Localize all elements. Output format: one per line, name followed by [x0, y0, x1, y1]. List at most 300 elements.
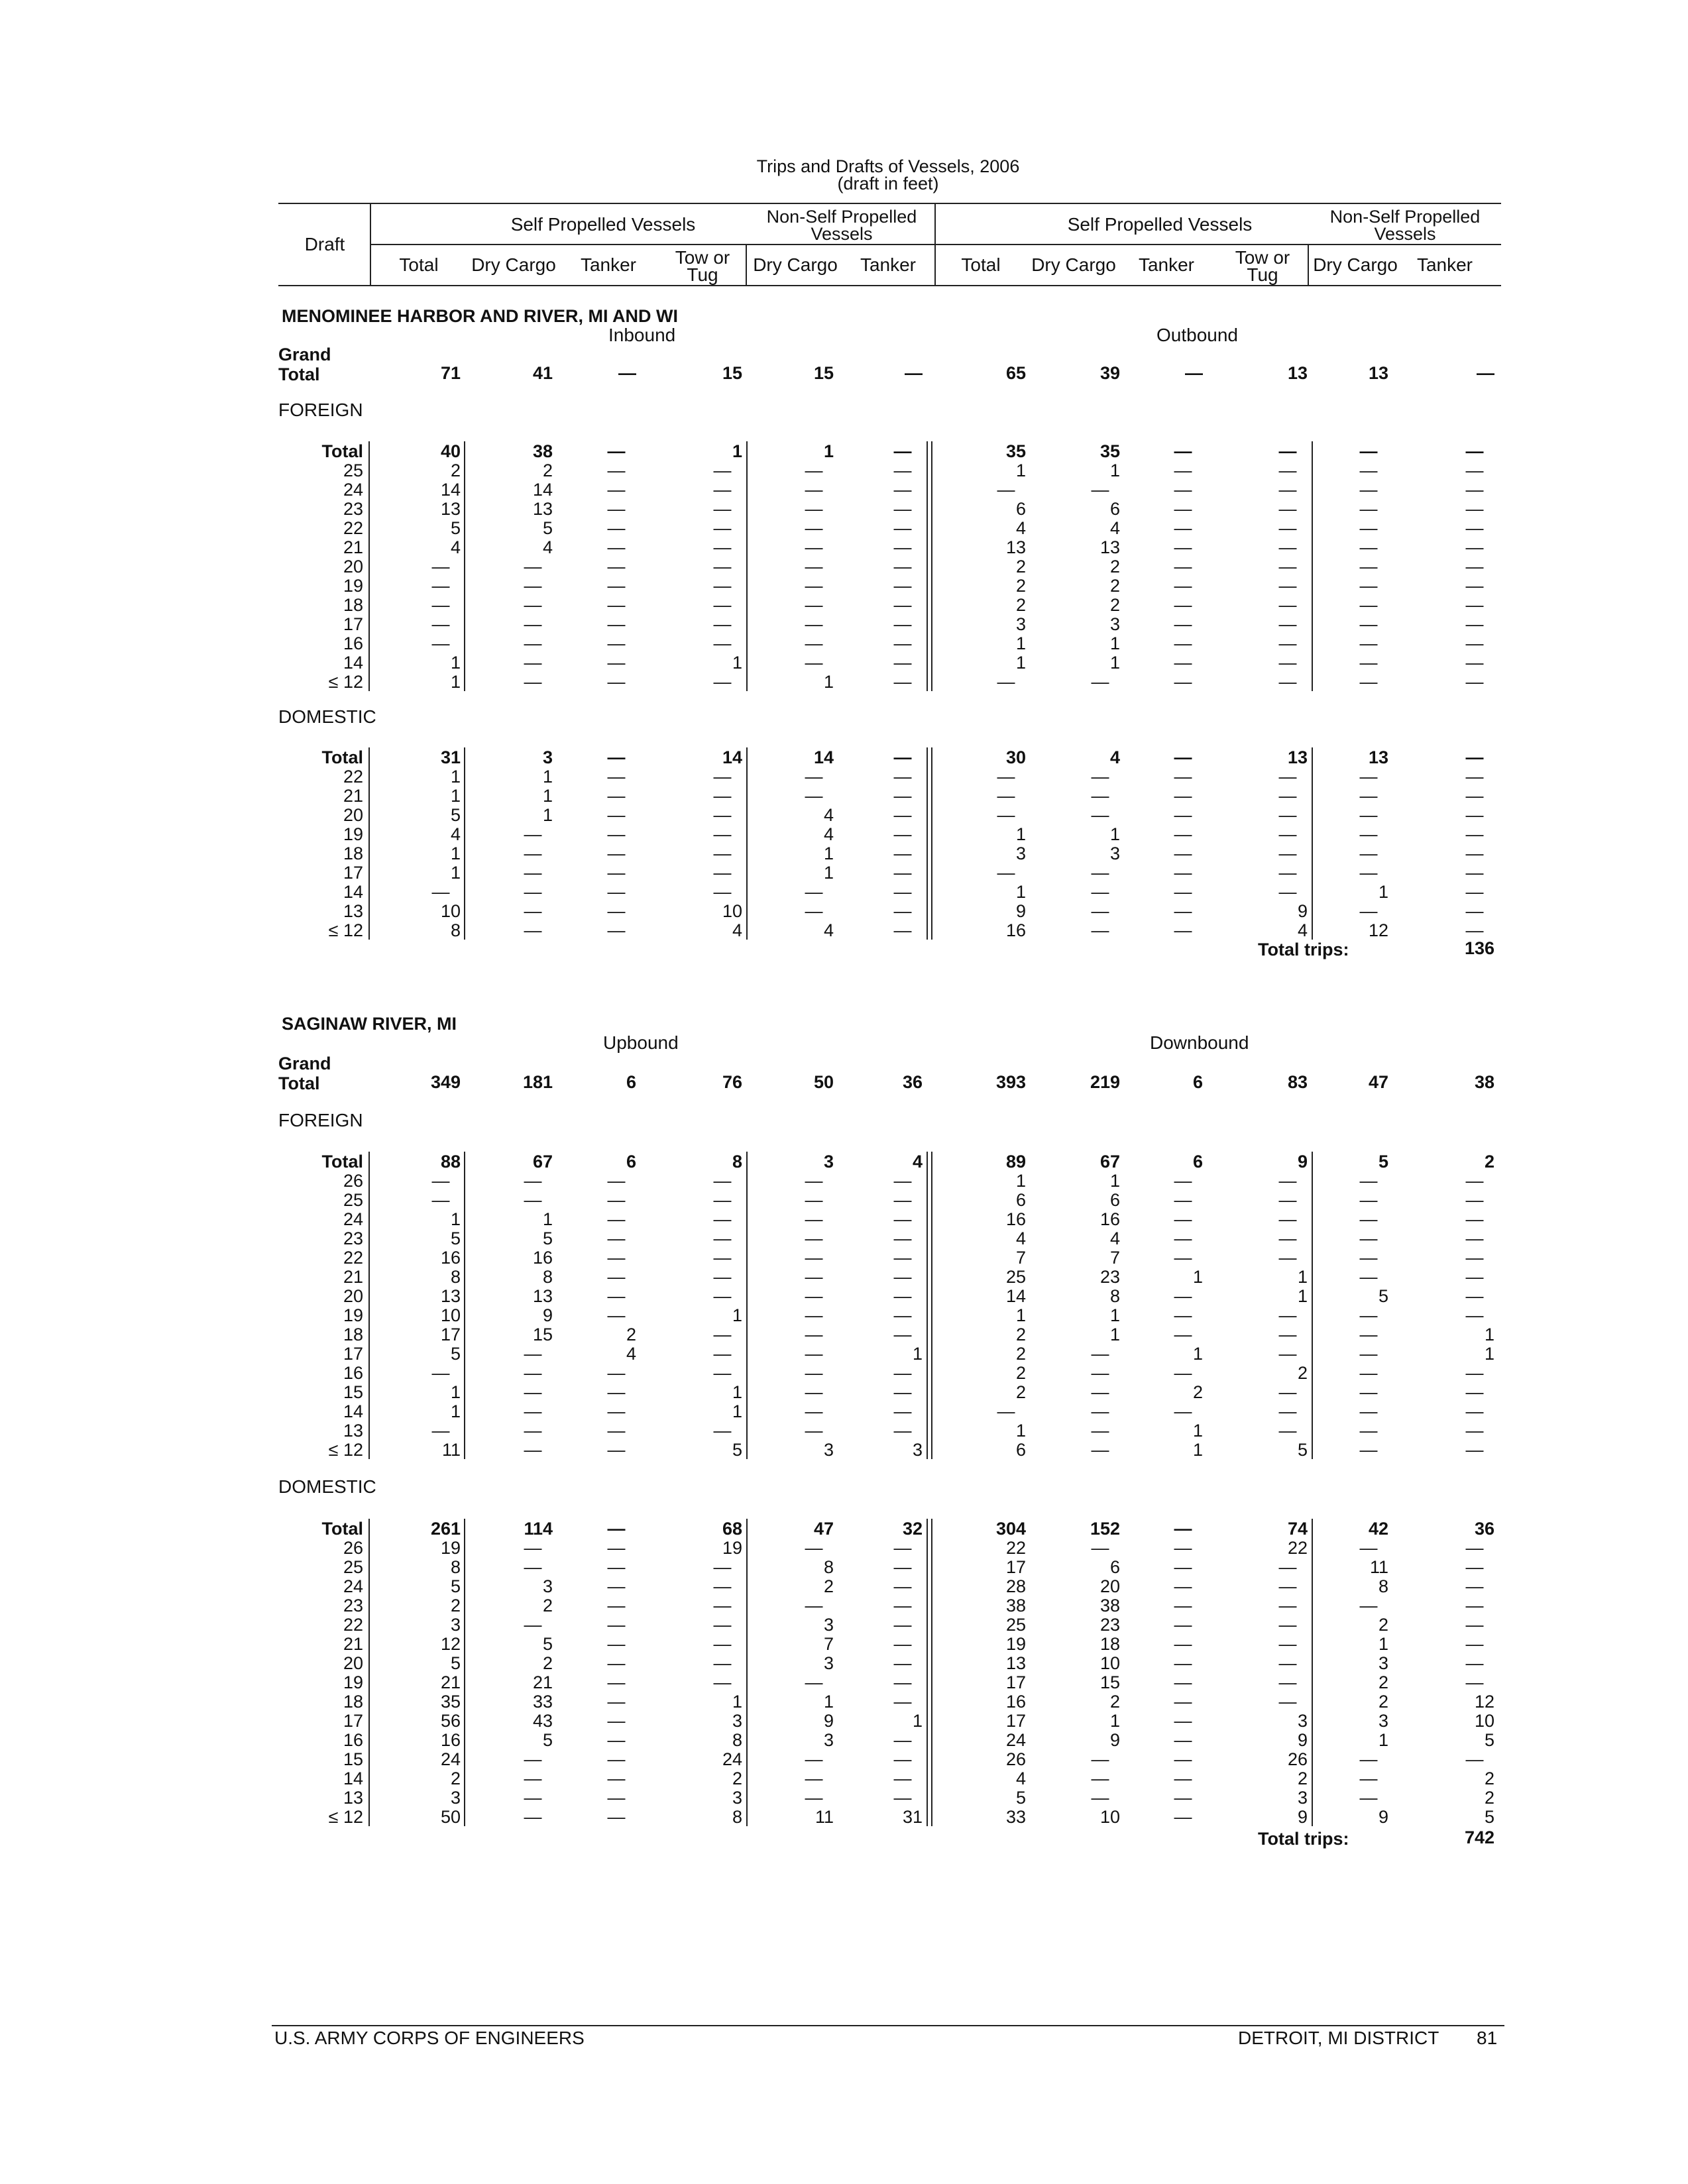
table-cell: — — [1359, 824, 1378, 844]
row-draft-label: 21 — [343, 1634, 363, 1654]
table-cell: — — [1174, 1615, 1192, 1635]
table-cell: 8 — [1109, 1286, 1120, 1306]
table-cell: 8 — [450, 920, 461, 940]
table-cell: — — [893, 747, 912, 767]
table-cell: — — [805, 1788, 823, 1808]
row-draft-label: 15 — [343, 1382, 363, 1402]
table-cell: 1 — [1484, 1325, 1494, 1344]
table-cell: 8 — [450, 1267, 461, 1287]
table-cell: 1 — [1109, 461, 1120, 480]
table-cell: — — [713, 1267, 732, 1287]
column-header: Tow or Tug — [1235, 247, 1290, 285]
table-cell: — — [1278, 1401, 1297, 1421]
table-cell: 1 — [1109, 1305, 1120, 1325]
table-cell: — — [1174, 1519, 1192, 1539]
table-cell: — — [893, 1749, 912, 1769]
row-draft-label: 16 — [343, 1730, 363, 1750]
table-cell: 9 — [1297, 1807, 1308, 1827]
table-cell: — — [1174, 1730, 1192, 1750]
table-cell: 1 — [1192, 1344, 1203, 1364]
table-cell: — — [1359, 653, 1378, 673]
grand-total-cell: 41 — [532, 363, 553, 383]
row-draft-label: 25 — [343, 1190, 363, 1210]
row-draft-label: 18 — [343, 1692, 363, 1712]
header-mid-rule — [371, 244, 1501, 245]
footer-rule — [272, 2025, 1504, 2026]
total-trips-value: 742 — [1464, 1828, 1494, 1847]
table-cell: 304 — [995, 1519, 1026, 1539]
table-cell: — — [1465, 499, 1484, 519]
table-cell: — — [1174, 1557, 1192, 1577]
table-cell: — — [1278, 844, 1297, 863]
row-draft-label: 22 — [343, 767, 363, 787]
table-cell: — — [805, 1401, 823, 1421]
table-cell: — — [431, 1363, 450, 1383]
table-cell: 2 — [1109, 595, 1120, 615]
table-cell: 21 — [532, 1672, 553, 1692]
table-cell: 5 — [450, 518, 461, 538]
grand-total-cell: — — [618, 363, 636, 383]
table-cell: — — [1174, 441, 1192, 461]
table-title: Trips and Drafts of Vessels, 2006 — [756, 156, 1020, 176]
table-cell: — — [1278, 595, 1297, 615]
table-cell: — — [1091, 1382, 1109, 1402]
table-cell: 3 — [823, 1440, 834, 1460]
table-cell: 1 — [1192, 1267, 1203, 1287]
table-cell: 5 — [450, 1653, 461, 1673]
table-cell: 12 — [1474, 1692, 1494, 1712]
table-cell: — — [524, 1807, 542, 1827]
table-cell: 1 — [1015, 633, 1026, 653]
table-cell: — — [1174, 1171, 1192, 1191]
table-cell: — — [805, 1749, 823, 1769]
table-cell: 4 — [450, 537, 461, 557]
column-rule — [464, 1152, 465, 1459]
table-cell: 3 — [912, 1440, 923, 1460]
table-cell: 5 — [450, 1228, 461, 1248]
table-cell: 6 — [1015, 499, 1026, 519]
table-cell: 33 — [532, 1692, 553, 1712]
table-cell: — — [431, 1421, 450, 1441]
row-draft-label: 23 — [343, 1228, 363, 1248]
table-cell: — — [805, 499, 823, 519]
table-cell: 1 — [1109, 633, 1120, 653]
table-cell: 1 — [542, 805, 553, 825]
table-cell: 1 — [1378, 1730, 1388, 1750]
table-cell: 3 — [1378, 1711, 1388, 1731]
table-cell: 2 — [450, 1769, 461, 1788]
table-cell: 4 — [823, 805, 834, 825]
table-cell: — — [1359, 1325, 1378, 1344]
table-cell: — — [607, 557, 626, 576]
table-cell: — — [997, 805, 1015, 825]
table-cell: — — [997, 480, 1015, 500]
table-cell: — — [1465, 1248, 1484, 1268]
table-cell: — — [1465, 614, 1484, 634]
table-cell: 3 — [823, 1730, 834, 1750]
table-cell: — — [893, 1788, 912, 1808]
table-cell: 14 — [440, 480, 461, 500]
table-cell: 3 — [1015, 844, 1026, 863]
table-cell: — — [805, 518, 823, 538]
table-cell: — — [524, 1440, 542, 1460]
footer-left: U.S. ARMY CORPS OF ENGINEERS — [274, 2028, 585, 2048]
table-cell: 35 — [1099, 441, 1120, 461]
table-cell: — — [1359, 576, 1378, 596]
table-cell: — — [1465, 595, 1484, 615]
row-draft-label: 24 — [343, 1576, 363, 1596]
row-draft-label: 18 — [343, 595, 363, 615]
table-cell: — — [524, 633, 542, 653]
table-cell: — — [805, 1769, 823, 1788]
grand-total-cell: 219 — [1090, 1072, 1120, 1092]
grand-total-cell: 76 — [722, 1072, 742, 1092]
row-draft-label: 22 — [343, 518, 363, 538]
table-cell: 24 — [722, 1749, 742, 1769]
table-cell: — — [893, 1325, 912, 1344]
table-cell: — — [805, 767, 823, 787]
table-cell: — — [1465, 824, 1484, 844]
row-draft-label: 14 — [343, 1401, 363, 1421]
table-cell: — — [1465, 1576, 1484, 1596]
table-cell: — — [1174, 747, 1192, 767]
table-cell: 12 — [440, 1634, 461, 1654]
table-cell: 43 — [532, 1711, 553, 1731]
column-rule — [931, 1152, 932, 1459]
table-cell: 5 — [450, 1344, 461, 1364]
table-cell: — — [1465, 920, 1484, 940]
table-cell: 1 — [1484, 1344, 1494, 1364]
table-cell: — — [893, 1190, 912, 1210]
table-cell: 15 — [532, 1325, 553, 1344]
header-self-propelled-left: Self Propelled Vessels — [510, 214, 696, 235]
column-rule — [746, 1152, 748, 1459]
table-cell: — — [607, 901, 626, 921]
table-cell: 13 — [1099, 537, 1120, 557]
table-cell: — — [713, 1325, 732, 1344]
table-cell: — — [1465, 1596, 1484, 1615]
row-draft-label: 25 — [343, 1557, 363, 1577]
table-cell: 38 — [1005, 1596, 1026, 1615]
table-cell: — — [1465, 1653, 1484, 1673]
table-cell: 1 — [823, 863, 834, 883]
table-cell: — — [805, 1421, 823, 1441]
table-cell: 4 — [1015, 518, 1026, 538]
table-cell: — — [1278, 1305, 1297, 1325]
table-cell: — — [607, 576, 626, 596]
table-cell: — — [1091, 1769, 1109, 1788]
row-draft-label: 21 — [343, 1267, 363, 1287]
table-cell: — — [1174, 1769, 1192, 1788]
table-cell: 14 — [532, 480, 553, 500]
table-cell: — — [805, 1344, 823, 1364]
table-cell: 5 — [1297, 1440, 1308, 1460]
table-cell: — — [1091, 1538, 1109, 1558]
table-cell: — — [713, 1248, 732, 1268]
table-cell: — — [607, 633, 626, 653]
row-draft-label: 17 — [343, 863, 363, 883]
table-cell: — — [713, 614, 732, 634]
table-cell: 6 — [1109, 1190, 1120, 1210]
column-rule — [746, 1519, 748, 1826]
direction-left: Inbound — [608, 325, 676, 345]
table-cell: 16 — [440, 1248, 461, 1268]
table-cell: — — [1465, 1634, 1484, 1654]
row-draft-label: 14 — [343, 1769, 363, 1788]
table-cell: 1 — [732, 1692, 742, 1712]
table-cell: — — [1359, 1267, 1378, 1287]
column-header: Total — [399, 254, 439, 275]
column-header: Dry Cargo — [471, 254, 556, 275]
table-cell: — — [607, 672, 626, 692]
table-cell: — — [1278, 518, 1297, 538]
table-cell: 1 — [1015, 461, 1026, 480]
table-cell: — — [1465, 672, 1484, 692]
header-non-self-propelled-left: Non-Self Propelled Vessels — [766, 207, 917, 244]
table-cell: — — [607, 1440, 626, 1460]
table-cell: — — [713, 537, 732, 557]
page-number: 81 — [1477, 2028, 1498, 2048]
column-rule — [1312, 441, 1313, 691]
table-cell: 1 — [450, 1209, 461, 1229]
table-cell: 12 — [1368, 920, 1388, 940]
table-cell: 1 — [1192, 1440, 1203, 1460]
table-cell: — — [1465, 747, 1484, 767]
table-cell: — — [805, 1286, 823, 1306]
table-cell: 1 — [450, 653, 461, 673]
table-cell: — — [893, 614, 912, 634]
grand-total-cell: 349 — [430, 1072, 461, 1092]
table-cell: — — [893, 1615, 912, 1635]
table-cell: — — [1174, 901, 1192, 921]
table-cell: 1 — [1109, 1325, 1120, 1344]
table-cell: — — [607, 1190, 626, 1210]
column-rule — [1312, 747, 1313, 940]
row-draft-label: 21 — [343, 786, 363, 806]
table-cell: 13 — [1005, 1653, 1026, 1673]
table-cell: — — [1359, 1749, 1378, 1769]
footer-right: DETROIT, MI DISTRICT — [1238, 2028, 1439, 2048]
group-label-domestic: DOMESTIC — [278, 1476, 376, 1497]
table-cell: 42 — [1368, 1519, 1388, 1539]
table-cell: — — [805, 882, 823, 902]
header-self-propelled-right: Self Propelled Vessels — [1067, 214, 1253, 235]
table-cell: — — [893, 1576, 912, 1596]
table-cell: 2 — [1015, 557, 1026, 576]
table-cell: — — [713, 1209, 732, 1229]
table-cell: — — [1174, 1248, 1192, 1268]
table-cell: 4 — [823, 824, 834, 844]
table-cell: 4 — [1109, 1228, 1120, 1248]
table-cell: 4 — [450, 824, 461, 844]
table-cell: — — [893, 1538, 912, 1558]
table-cell: 56 — [440, 1711, 461, 1731]
table-cell: — — [524, 824, 542, 844]
row-draft-label: 16 — [343, 633, 363, 653]
table-cell: — — [607, 1248, 626, 1268]
grand-total-cell: 71 — [440, 363, 461, 383]
table-cell: — — [1278, 672, 1297, 692]
table-cell: — — [893, 557, 912, 576]
table-cell: — — [1278, 441, 1297, 461]
table-cell: 2 — [1109, 576, 1120, 596]
table-cell: 40 — [440, 441, 461, 461]
table-cell: 5 — [450, 805, 461, 825]
total-trips-label: Total trips: — [1258, 1829, 1349, 1849]
table-cell: — — [1091, 672, 1109, 692]
table-cell: — — [607, 1538, 626, 1558]
table-cell: 67 — [1099, 1152, 1120, 1172]
table-cell: — — [1359, 1788, 1378, 1808]
table-cell: — — [1359, 1363, 1378, 1383]
table-cell: — — [607, 1730, 626, 1750]
table-cell: — — [1174, 653, 1192, 673]
table-cell: — — [1465, 844, 1484, 863]
grand-total-label: Total — [278, 1073, 320, 1093]
column-rule — [368, 1152, 370, 1459]
table-cell: — — [431, 633, 450, 653]
table-cell: — — [1359, 1421, 1378, 1441]
table-cell: 24 — [1005, 1730, 1026, 1750]
direction-right: Outbound — [1156, 325, 1238, 345]
table-cell: — — [1465, 1672, 1484, 1692]
table-cell: 16 — [1099, 1209, 1120, 1229]
table-cell: — — [1278, 824, 1297, 844]
column-rule — [1312, 1519, 1313, 1826]
table-cell: — — [607, 1171, 626, 1191]
table-cell: — — [607, 767, 626, 787]
table-cell: — — [1174, 844, 1192, 863]
table-cell: — — [805, 1363, 823, 1383]
table-cell: 13 — [440, 499, 461, 519]
table-cell: — — [524, 672, 542, 692]
table-cell: — — [1091, 882, 1109, 902]
table-cell: — — [1174, 1286, 1192, 1306]
table-cell: 2 — [542, 1596, 553, 1615]
table-cell: 9 — [823, 1711, 834, 1731]
table-cell: — — [1278, 1248, 1297, 1268]
table-cell: — — [1465, 1615, 1484, 1635]
table-cell: 10 — [1474, 1711, 1494, 1731]
group-label-foreign: FOREIGN — [278, 400, 363, 420]
table-cell: — — [805, 480, 823, 500]
table-cell: — — [1174, 1672, 1192, 1692]
table-cell: — — [1359, 805, 1378, 825]
table-cell: 26 — [1005, 1749, 1026, 1769]
table-cell: — — [1465, 805, 1484, 825]
table-cell: — — [1174, 595, 1192, 615]
table-cell: — — [524, 920, 542, 940]
table-cell: — — [1465, 901, 1484, 921]
table-cell: 14 — [1005, 1286, 1026, 1306]
table-cell: 38 — [1099, 1596, 1120, 1615]
section-title: SAGINAW RIVER, MI — [282, 1014, 457, 1034]
table-cell: — — [1174, 1538, 1192, 1558]
table-cell: 2 — [1484, 1769, 1494, 1788]
table-cell: — — [893, 1672, 912, 1692]
table-cell: — — [1465, 461, 1484, 480]
table-cell: — — [524, 1382, 542, 1402]
table-cell: — — [1091, 805, 1109, 825]
table-cell: 6 — [1192, 1152, 1203, 1172]
column-rule — [464, 1519, 465, 1826]
row-draft-label: 15 — [343, 1749, 363, 1769]
table-cell: — — [1465, 1228, 1484, 1248]
table-cell: — — [713, 1557, 732, 1577]
table-cell: — — [1278, 1209, 1297, 1229]
table-cell: — — [893, 1653, 912, 1673]
table-cell: — — [1278, 461, 1297, 480]
table-cell: 2 — [1015, 1344, 1026, 1364]
column-rule — [368, 441, 370, 691]
table-cell: 1 — [1109, 824, 1120, 844]
table-cell: — — [805, 1209, 823, 1229]
table-cell: 4 — [626, 1344, 636, 1364]
table-cell: 17 — [440, 1325, 461, 1344]
table-cell: 3 — [823, 1615, 834, 1635]
table-cell: 10 — [440, 901, 461, 921]
table-cell: — — [1278, 1382, 1297, 1402]
table-cell: — — [805, 1382, 823, 1402]
table-cell: 13 — [440, 1286, 461, 1306]
table-cell: — — [524, 1421, 542, 1441]
row-draft-label: 13 — [343, 1788, 363, 1808]
table-cell: — — [607, 441, 626, 461]
table-cell: — — [1465, 518, 1484, 538]
table-cell: — — [1465, 1440, 1484, 1460]
table-subtitle: (draft in feet) — [837, 174, 939, 193]
table-cell: — — [607, 1692, 626, 1712]
table-cell: — — [607, 1615, 626, 1635]
table-cell: — — [805, 1171, 823, 1191]
table-cell: — — [805, 595, 823, 615]
table-cell: 7 — [823, 1634, 834, 1654]
table-cell: — — [607, 480, 626, 500]
table-cell: — — [607, 1653, 626, 1673]
table-cell: — — [1465, 1267, 1484, 1287]
table-cell: — — [1278, 1171, 1297, 1191]
table-cell: — — [1359, 633, 1378, 653]
table-cell: — — [893, 461, 912, 480]
table-cell: 1 — [732, 1305, 742, 1325]
table-cell: — — [1278, 499, 1297, 519]
table-cell: 5 — [542, 518, 553, 538]
table-cell: — — [805, 1248, 823, 1268]
column-rule — [368, 1519, 370, 1826]
table-cell: — — [431, 595, 450, 615]
grand-total-cell: 47 — [1368, 1072, 1388, 1092]
table-cell: — — [607, 1382, 626, 1402]
table-cell: 3 — [1297, 1788, 1308, 1808]
table-cell: — — [713, 1653, 732, 1673]
row-draft-label: 20 — [343, 1286, 363, 1306]
table-cell: — — [607, 1401, 626, 1421]
table-cell: 2 — [1109, 557, 1120, 576]
table-cell: — — [713, 824, 732, 844]
table-cell: — — [1359, 499, 1378, 519]
table-cell: — — [1174, 499, 1192, 519]
table-cell: — — [805, 461, 823, 480]
table-cell: — — [1359, 1228, 1378, 1248]
row-draft-label: 22 — [343, 1248, 363, 1268]
table-cell: — — [713, 805, 732, 825]
table-cell: — — [893, 1171, 912, 1191]
grand-total-cell: 181 — [522, 1072, 553, 1092]
table-cell: — — [1465, 633, 1484, 653]
table-cell: 4 — [1015, 1228, 1026, 1248]
table-cell: — — [607, 1749, 626, 1769]
table-cell: 89 — [1005, 1152, 1026, 1172]
